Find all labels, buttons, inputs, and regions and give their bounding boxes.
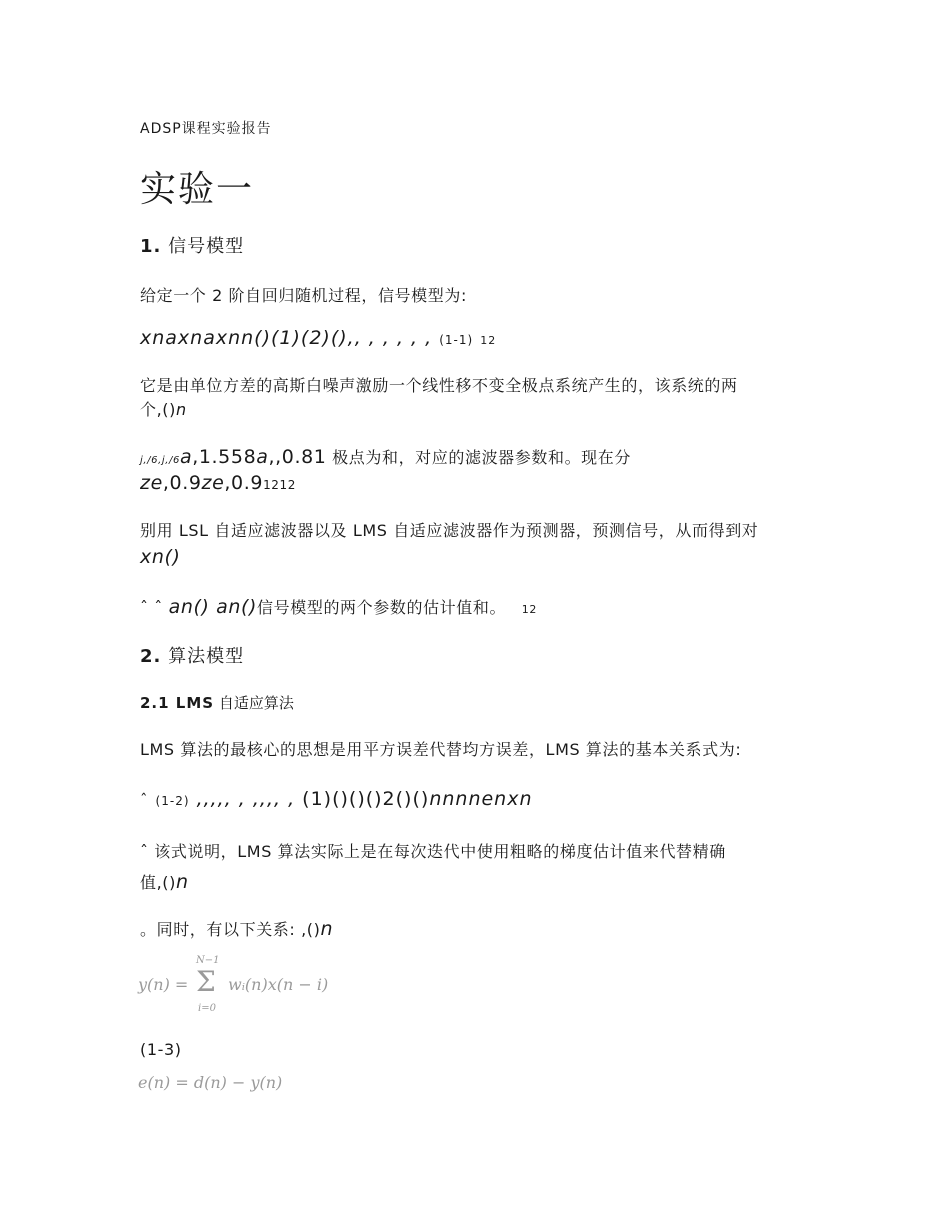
document-header: ADSP课程实验报告 [140, 121, 272, 137]
hat-marks: ˆ ˆ [140, 598, 169, 617]
subsection-heading-2-1 [140, 692, 294, 714]
subsection-title: 自适应算法 [218, 694, 294, 712]
equation-1-1 [140, 324, 496, 355]
value-run: ,0.9 [224, 472, 264, 494]
hat-mark: ˆ [140, 791, 149, 809]
equation-1-2 [140, 785, 533, 815]
section-title: 信号模型 [168, 236, 245, 257]
sum-symbol: Σ [196, 965, 216, 998]
math-run: n [175, 400, 187, 419]
paragraph-line: 别用 LSL 自适应滤波器以及 LMS 自适应滤波器作为预测器，预测信号，从而得到对 [140, 521, 759, 540]
math-run: n [175, 871, 189, 893]
math-run: an() an() [168, 596, 258, 618]
math-subscripts: 1212 [263, 478, 297, 492]
equation-commas: ,,,,, , ,,,, , [196, 788, 296, 810]
equation-body: xnaxnaxnn()(1)(2)(),, , , , , , [140, 327, 433, 349]
paragraph-line [140, 398, 187, 422]
sum-upper-limit: N−1 [196, 955, 220, 966]
math-run: a [256, 446, 269, 468]
text-run: 个,() [140, 400, 176, 419]
section-number: 2. [140, 646, 162, 667]
paragraph-line [140, 471, 296, 497]
text-run: 信号模型的两个参数的估计值和。 [257, 598, 507, 617]
value-run: ,,0.81 [268, 446, 327, 468]
paragraph-line [140, 445, 631, 473]
section-title: 算法模型 [168, 646, 245, 667]
section-heading-1 [140, 234, 244, 260]
value-run: ,0.9 [162, 472, 202, 494]
section-heading-2 [140, 644, 244, 670]
paragraph-line: 它是由单位方差的高斯白噪声激励一个线性移不变全极点系统产生的，该系统的两 [140, 376, 738, 395]
text-run: 。同时，有以下关系: ,() [140, 920, 321, 939]
equation-label-1-3: (1-3) [140, 1040, 182, 1059]
text-run: 极点为和，对应的滤波器参数和。现在分 [326, 448, 631, 467]
math-run: a [179, 446, 193, 468]
paragraph-line [140, 870, 189, 895]
formula-image-e: e(n) = d(n) − y(n) [138, 1073, 283, 1092]
equation-subscript: 12 [480, 334, 497, 347]
paragraph-line [140, 917, 333, 942]
math-run: ze [201, 472, 225, 494]
paragraph-line: ˆ 该式说明，LMS 算法实际上是在每次迭代中使用粗略的梯度估计值来代替精确 [140, 842, 726, 861]
page-title: 实验一 [140, 169, 255, 210]
math-subscripts: 12 [521, 603, 537, 616]
value-run: ,1.558 [192, 446, 257, 468]
paragraph-intro: 给定一个 2 阶自回归随机过程，信号模型为: [140, 286, 467, 305]
text-run: 值,() [140, 873, 176, 892]
math-superscripts: j,/6,j,/6 [140, 455, 180, 466]
formula-lhs: y(n) = [138, 975, 189, 994]
equation-math: nnnnenxn [429, 788, 533, 810]
equation-body: (1)()()()2()() [302, 788, 430, 810]
formula-image-y [138, 955, 348, 1019]
equation-label: (1-1) [439, 333, 474, 347]
math-line: xn() [140, 546, 181, 568]
formula-rhs: wᵢ(n)x(n − i) [228, 975, 329, 994]
paragraph-line [140, 595, 537, 622]
subsection-number: 2.1 LMS [140, 694, 215, 712]
sum-lower-limit: i=0 [198, 1003, 216, 1014]
section-number: 1. [140, 236, 162, 257]
math-run: n [320, 918, 334, 940]
math-run: ze [140, 472, 163, 494]
paragraph-line: LMS 算法的最核心的思想是用平方误差代替均方误差，LMS 算法的基本关系式为: [140, 740, 742, 759]
equation-label: (1-2) [155, 794, 190, 808]
